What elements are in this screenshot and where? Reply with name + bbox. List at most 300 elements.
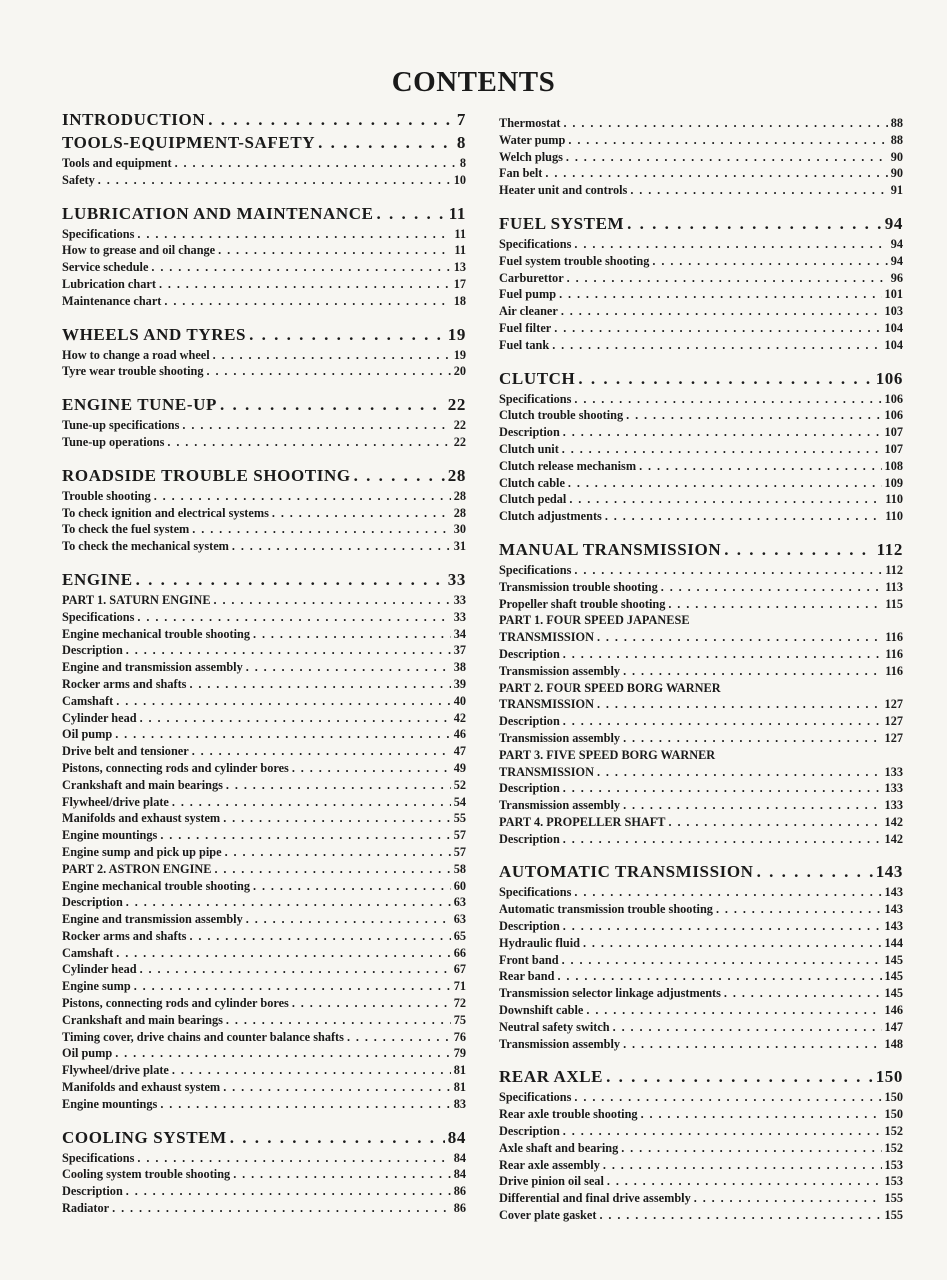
page-number: 127 — [884, 714, 903, 729]
entry-label: PART 2. FOUR SPEED BORG WARNER — [499, 680, 721, 695]
section-heading: REAR AXLE — [499, 1067, 604, 1087]
entry-label: TRANSMISSION — [499, 764, 594, 779]
page-number: 84 — [453, 1167, 466, 1182]
dot-leader — [563, 425, 882, 440]
entry-engine-mountings — [62, 828, 466, 845]
entry-label: Front band — [499, 952, 559, 967]
dot-leader — [167, 435, 450, 450]
entry-engine-and-transmission-assembly — [62, 660, 466, 677]
entry-tune-up-operations — [62, 435, 466, 452]
page-number: 127 — [884, 697, 903, 712]
dot-leader — [623, 1037, 881, 1052]
entry-cooling-system-trouble-shooting — [62, 1167, 466, 1184]
dot-leader — [189, 929, 450, 944]
page-number: 110 — [885, 492, 903, 507]
dot-leader — [140, 711, 451, 726]
page-number: 37 — [453, 643, 466, 658]
page-number: 147 — [884, 1019, 903, 1034]
page-number: 11 — [454, 243, 466, 258]
dot-leader — [574, 885, 881, 900]
dot-leader — [213, 348, 451, 363]
page-number: 22 — [453, 434, 466, 449]
entry-fan-belt — [499, 166, 903, 183]
page-number: 72 — [453, 996, 466, 1011]
entry-oil-pump — [62, 1046, 466, 1063]
dot-leader — [545, 166, 887, 181]
left-column — [62, 110, 466, 1218]
dot-leader — [272, 506, 451, 521]
entry-label: Cylinder head — [62, 710, 137, 725]
dot-leader — [567, 271, 888, 286]
dot-leader — [232, 539, 451, 554]
section-engine — [62, 556, 466, 1114]
dot-leader — [563, 781, 882, 796]
page-number: 142 — [884, 831, 903, 846]
page-number: 49 — [453, 760, 466, 775]
page-number: 107 — [884, 441, 903, 456]
section-heading: MANUAL TRANSMISSION — [499, 539, 722, 559]
entry-label: Description — [499, 646, 560, 661]
page-number: 153 — [884, 1157, 903, 1172]
entry-automatic-transmission-trouble-shooting — [499, 902, 903, 919]
dot-leader — [607, 1174, 882, 1189]
page-number: 33 — [453, 592, 466, 607]
entry-part-4-propeller-shaft — [499, 815, 903, 832]
dot-leader — [160, 1097, 450, 1112]
entry-front-band — [499, 953, 903, 970]
entry-label: Clutch adjustments — [499, 509, 602, 524]
entry-label: Fuel tank — [499, 337, 550, 352]
entry-clutch-release-mechanism — [499, 459, 903, 476]
page-number: 8 — [459, 156, 466, 170]
dot-leader — [140, 962, 451, 977]
dot-leader — [318, 133, 454, 153]
entry-label: Rear axle trouble shooting — [499, 1107, 638, 1122]
entry-label: Specifications — [499, 391, 572, 406]
entry-label: TRANSMISSION — [499, 630, 594, 645]
entry-label: PART 3. FIVE SPEED BORG WARNER — [499, 747, 716, 762]
dot-leader — [230, 1128, 445, 1148]
dot-leader — [554, 321, 881, 336]
dot-leader — [172, 795, 451, 810]
entry-air-cleaner — [499, 304, 903, 321]
page-number: 143 — [884, 902, 903, 917]
dot-leader — [599, 1208, 881, 1223]
dot-leader — [652, 254, 887, 269]
dot-leader — [597, 765, 882, 780]
entry-label: Welch plugs — [499, 149, 563, 164]
page-number: 109 — [884, 475, 903, 490]
entry-label: Rear axle assembly — [499, 1157, 600, 1172]
section-heading: CLUTCH — [499, 368, 576, 388]
entry-label: To check ignition and electrical systems — [62, 505, 269, 520]
page-number: 33 — [447, 569, 466, 589]
entry-pistons-connecting-rods-and-cylinder-bores — [62, 996, 466, 1013]
page-number: 22 — [447, 395, 466, 415]
entry-label: Flywheel/drive plate — [62, 794, 169, 809]
entry-clutch-unit — [499, 442, 903, 459]
entry-oil-pump — [62, 727, 466, 744]
dot-leader — [606, 1067, 873, 1087]
entry-tools-and-equipment — [62, 156, 466, 173]
entry-clutch-adjustments — [499, 509, 903, 526]
dot-leader — [134, 979, 451, 994]
entry-description — [499, 647, 903, 664]
heading-wheels-and-tyres — [62, 325, 466, 348]
dot-leader — [574, 563, 882, 578]
page-number: 150 — [884, 1107, 903, 1122]
entry-label: Specifications — [499, 562, 572, 577]
page-number: 81 — [453, 1080, 466, 1095]
section-heading: ENGINE — [62, 569, 133, 589]
entry-how-to-grease-and-oil-change — [62, 243, 466, 260]
entry-label: PART 4. PROPELLER SHAFT — [499, 814, 666, 829]
dot-leader — [126, 643, 451, 658]
page-number: 7 — [456, 110, 466, 129]
page-number: 112 — [885, 562, 903, 577]
page-number: 150 — [884, 1090, 903, 1105]
entry-label: Engine sump — [62, 979, 131, 994]
entry-label: Specifications — [499, 885, 572, 900]
entry-label: Specifications — [62, 1150, 135, 1165]
dot-leader — [716, 902, 882, 917]
entry-label: Axle shaft and bearing — [499, 1140, 619, 1155]
entry-label: Propeller shaft trouble shooting — [499, 596, 666, 611]
page-number: 112 — [876, 539, 903, 559]
section-heading: ROADSIDE TROUBLE SHOOTING — [62, 465, 351, 485]
dot-leader — [563, 1124, 882, 1139]
entry-label: Tyre wear trouble shooting — [62, 364, 204, 379]
entry-label: Transmission trouble shooting — [499, 579, 658, 594]
dot-leader — [574, 1090, 881, 1105]
heading-cooling-system — [62, 1128, 466, 1151]
page-number: 79 — [453, 1046, 466, 1061]
entry-label: Specifications — [62, 226, 135, 241]
dot-leader — [223, 1080, 451, 1095]
entry-transmission — [499, 765, 903, 782]
dot-leader — [563, 647, 882, 662]
entry-label: Engine mechanical trouble shooting — [62, 878, 251, 893]
page-number: 86 — [453, 1201, 466, 1216]
entry-part-1-four-speed-japanese — [499, 613, 903, 630]
entry-label: Manifolds and exhaust system — [62, 1080, 221, 1095]
entry-flywheel-drive-plate — [62, 795, 466, 812]
entry-thermostat — [499, 116, 903, 133]
entry-label: Description — [62, 1184, 123, 1199]
section-rear-axle — [499, 1053, 903, 1224]
entry-label: Drive pinion oil seal — [499, 1174, 604, 1189]
entry-label: Engine and transmission assembly — [62, 660, 243, 675]
entry-engine-sump-and-pick-up-pipe — [62, 845, 466, 862]
entry-label: Transmission selector linkage adjustments — [499, 986, 721, 1001]
entry-service-schedule — [62, 260, 466, 277]
page-number: 104 — [884, 337, 903, 352]
page-number: 88 — [890, 116, 903, 130]
dot-leader — [641, 1107, 882, 1122]
heading-lubrication-and-maintenance — [62, 204, 466, 227]
entry-label: PART 2. ASTRON ENGINE — [62, 861, 212, 876]
section-manual-transmission — [499, 526, 903, 849]
dot-leader — [160, 828, 450, 843]
dot-leader — [137, 227, 451, 242]
heading-roadside-trouble-shooting — [62, 466, 466, 489]
entry-transmission-assembly — [499, 1037, 903, 1054]
entry-transmission — [499, 630, 903, 647]
dot-leader — [115, 1046, 450, 1061]
dot-leader — [98, 173, 451, 188]
entry-description — [499, 832, 903, 849]
dot-leader — [563, 116, 887, 131]
dot-leader — [218, 243, 451, 258]
page-number: 10 — [453, 172, 466, 187]
entry-label: Crankshaft and main bearings — [62, 777, 223, 792]
dot-leader — [246, 660, 451, 675]
dot-leader — [354, 466, 445, 486]
dot-leader — [207, 364, 451, 379]
entry-label: Description — [499, 714, 560, 729]
entry-label: Clutch unit — [499, 441, 559, 456]
entry-label: Lubrication chart — [62, 276, 156, 291]
dot-leader — [669, 815, 882, 830]
entry-label: Rocker arms and shafts — [62, 676, 187, 691]
entry-label: Radiator — [62, 1201, 110, 1216]
entry-pistons-connecting-rods-and-cylinder-bores — [62, 761, 466, 778]
dot-leader — [115, 727, 450, 742]
entry-label: Tune-up operations — [62, 434, 165, 449]
page-number: 47 — [453, 744, 466, 759]
entry-label: Service schedule — [62, 260, 149, 275]
dot-leader — [137, 610, 450, 625]
page-number: 11 — [454, 226, 466, 241]
entry-label: PART 1. FOUR SPEED JAPANESE — [499, 613, 690, 628]
entry-hydraulic-fluid — [499, 936, 903, 953]
dot-leader — [292, 761, 451, 776]
page-number: 104 — [884, 320, 903, 335]
dot-leader — [597, 697, 882, 712]
page-number: 144 — [884, 935, 903, 950]
page-number: 28 — [453, 505, 466, 520]
section-heading: ENGINE TUNE-UP — [62, 395, 217, 415]
page-number: 63 — [453, 912, 466, 927]
dot-leader — [112, 1201, 451, 1216]
page-number: 84 — [447, 1127, 466, 1147]
entry-specifications — [499, 237, 903, 254]
entry-part-1-saturn-engine — [62, 593, 466, 610]
entry-label: Fuel pump — [499, 287, 557, 302]
dot-leader — [223, 811, 451, 826]
dot-leader — [597, 630, 882, 645]
entry-transmission-selector-linkage-adjustments — [499, 986, 903, 1003]
entry-label: How to grease and oil change — [62, 243, 216, 258]
dot-leader — [563, 832, 882, 847]
entry-specifications — [62, 610, 466, 627]
entry-part-2-four-speed-borg-warner — [499, 681, 903, 698]
entry-clutch-trouble-shooting — [499, 408, 903, 425]
page-number: 106 — [884, 408, 903, 423]
entry-safety — [62, 173, 466, 190]
entry-drive-belt-and-tensioner — [62, 744, 466, 761]
page-number: 106 — [884, 391, 903, 406]
entry-label: Air cleaner — [499, 304, 558, 319]
dot-leader — [757, 862, 873, 882]
page-number: 94 — [890, 236, 903, 251]
dot-leader — [246, 912, 451, 927]
entry-label: Camshaft — [62, 693, 114, 708]
dot-leader — [126, 1184, 451, 1199]
dot-leader — [292, 996, 451, 1011]
dot-leader — [557, 969, 881, 984]
dot-leader — [562, 442, 882, 457]
section-heading: INTRODUCTION — [62, 110, 206, 129]
entry-label: Cylinder head — [62, 962, 137, 977]
entry-label: Heater unit and controls — [499, 183, 628, 198]
dot-leader — [566, 150, 888, 165]
dot-leader — [226, 1013, 451, 1028]
entry-rear-axle-assembly — [499, 1158, 903, 1175]
entry-description — [499, 919, 903, 936]
entry-radiator — [62, 1201, 466, 1218]
page-number: 54 — [453, 794, 466, 809]
dot-leader — [574, 392, 881, 407]
entry-specifications — [499, 1090, 903, 1107]
entry-label: Specifications — [62, 609, 135, 624]
dot-leader — [154, 489, 451, 504]
entry-label: Crankshaft and main bearings — [62, 1012, 223, 1027]
entry-specifications — [62, 1151, 466, 1168]
entry-label: Carburettor — [499, 270, 564, 285]
entry-transmission-assembly — [499, 731, 903, 748]
entry-label: Hydraulic fluid — [499, 935, 580, 950]
entry-label: Cover plate gasket — [499, 1208, 597, 1223]
page-number: 115 — [885, 596, 903, 611]
heading-clutch — [499, 369, 903, 392]
dot-leader — [249, 325, 445, 345]
page-number: 152 — [884, 1140, 903, 1155]
page-number: 143 — [875, 862, 903, 882]
entry-description — [499, 781, 903, 798]
page-number: 91 — [890, 183, 903, 198]
entry-label: Safety — [62, 172, 95, 187]
entry-transmission-assembly — [499, 798, 903, 815]
entry-crankshaft-and-main-bearings — [62, 778, 466, 795]
entry-label: Cooling system trouble shooting — [62, 1167, 231, 1182]
dot-leader — [569, 492, 882, 507]
page-number: 63 — [453, 895, 466, 910]
section-continued — [499, 116, 903, 200]
dot-leader — [559, 287, 881, 302]
page-number: 90 — [890, 166, 903, 181]
entry-label: Description — [62, 895, 123, 910]
page-number: 38 — [453, 660, 466, 675]
entry-manifolds-and-exhaust-system — [62, 811, 466, 828]
dot-leader — [626, 408, 881, 423]
section-automatic-transmission — [499, 848, 903, 1053]
entry-label: Manifolds and exhaust system — [62, 811, 221, 826]
entry-label: TRANSMISSION — [499, 697, 594, 712]
entry-label: Engine sump and pick up pipe — [62, 844, 222, 859]
page-number: 133 — [884, 781, 903, 796]
page-number: 106 — [875, 368, 903, 388]
entry-label: Transmission assembly — [499, 663, 621, 678]
entry-specifications — [62, 227, 466, 244]
entry-description — [62, 895, 466, 912]
entry-label: Transmission assembly — [499, 730, 621, 745]
page-number: 143 — [884, 885, 903, 900]
entry-label: Tools and equipment — [62, 156, 172, 170]
page-number: 108 — [884, 458, 903, 473]
page-number: 28 — [447, 465, 466, 485]
section-heading: COOLING SYSTEM — [62, 1127, 227, 1147]
entry-engine-sump — [62, 979, 466, 996]
page-number: 155 — [884, 1191, 903, 1206]
dot-leader — [583, 936, 882, 951]
page-number: 60 — [453, 878, 466, 893]
dot-leader — [603, 1158, 882, 1173]
page-number: 17 — [453, 276, 466, 291]
entry-label: How to change a road wheel — [62, 347, 210, 362]
entry-rocker-arms-and-shafts — [62, 929, 466, 946]
page-number: 133 — [884, 764, 903, 779]
page-number: 66 — [453, 945, 466, 960]
section-heading: AUTOMATIC TRANSMISSION — [499, 862, 754, 882]
entry-label: Description — [499, 425, 560, 440]
entry-label: Pistons, connecting rods and cylinder bores — [62, 996, 289, 1011]
section-fuel-system — [499, 200, 903, 355]
entry-engine-and-transmission-assembly — [62, 912, 466, 929]
entry-heater-unit-and-controls — [499, 183, 903, 200]
dot-leader — [377, 204, 446, 224]
page-number: 34 — [453, 626, 466, 641]
entry-label: Downshift cable — [499, 1003, 584, 1018]
dot-leader — [578, 369, 872, 389]
entry-label: Description — [499, 1124, 560, 1139]
entry-label: Camshaft — [62, 945, 114, 960]
dot-leader — [172, 1063, 451, 1078]
entry-label: Description — [62, 643, 123, 658]
page-number: 153 — [884, 1174, 903, 1189]
entry-label: Description — [499, 781, 560, 796]
section-introduction — [62, 110, 466, 133]
page-number: 22 — [453, 418, 466, 433]
page-number: 103 — [884, 304, 903, 319]
entry-engine-mechanical-trouble-shooting — [62, 879, 466, 896]
entry-welch-plugs — [499, 150, 903, 167]
page-number: 65 — [453, 928, 466, 943]
dot-leader — [151, 260, 450, 275]
entry-how-to-change-a-road-wheel — [62, 348, 466, 365]
heading-manual-transmission — [499, 540, 903, 563]
page-number: 40 — [453, 693, 466, 708]
entry-fuel-pump — [499, 287, 903, 304]
entry-engine-mechanical-trouble-shooting — [62, 627, 466, 644]
entry-label: To check the mechanical system — [62, 539, 229, 554]
dot-leader — [220, 395, 445, 415]
page-number: 42 — [453, 710, 466, 725]
heading-engine — [62, 570, 466, 593]
entry-to-check-the-mechanical-system — [62, 539, 466, 556]
dot-leader — [137, 1151, 450, 1166]
page-number: 46 — [453, 727, 466, 742]
section-heading: WHEELS AND TYRES — [62, 324, 247, 344]
entry-part-3-five-speed-borg-warner — [499, 748, 903, 765]
dot-leader — [724, 986, 882, 1001]
page-number: 152 — [884, 1124, 903, 1139]
entry-label: Rear band — [499, 969, 555, 984]
entry-description — [499, 425, 903, 442]
entry-manifolds-and-exhaust-system — [62, 1080, 466, 1097]
entry-label: Neutral safety switch — [499, 1019, 610, 1034]
entry-flywheel-drive-plate — [62, 1063, 466, 1080]
